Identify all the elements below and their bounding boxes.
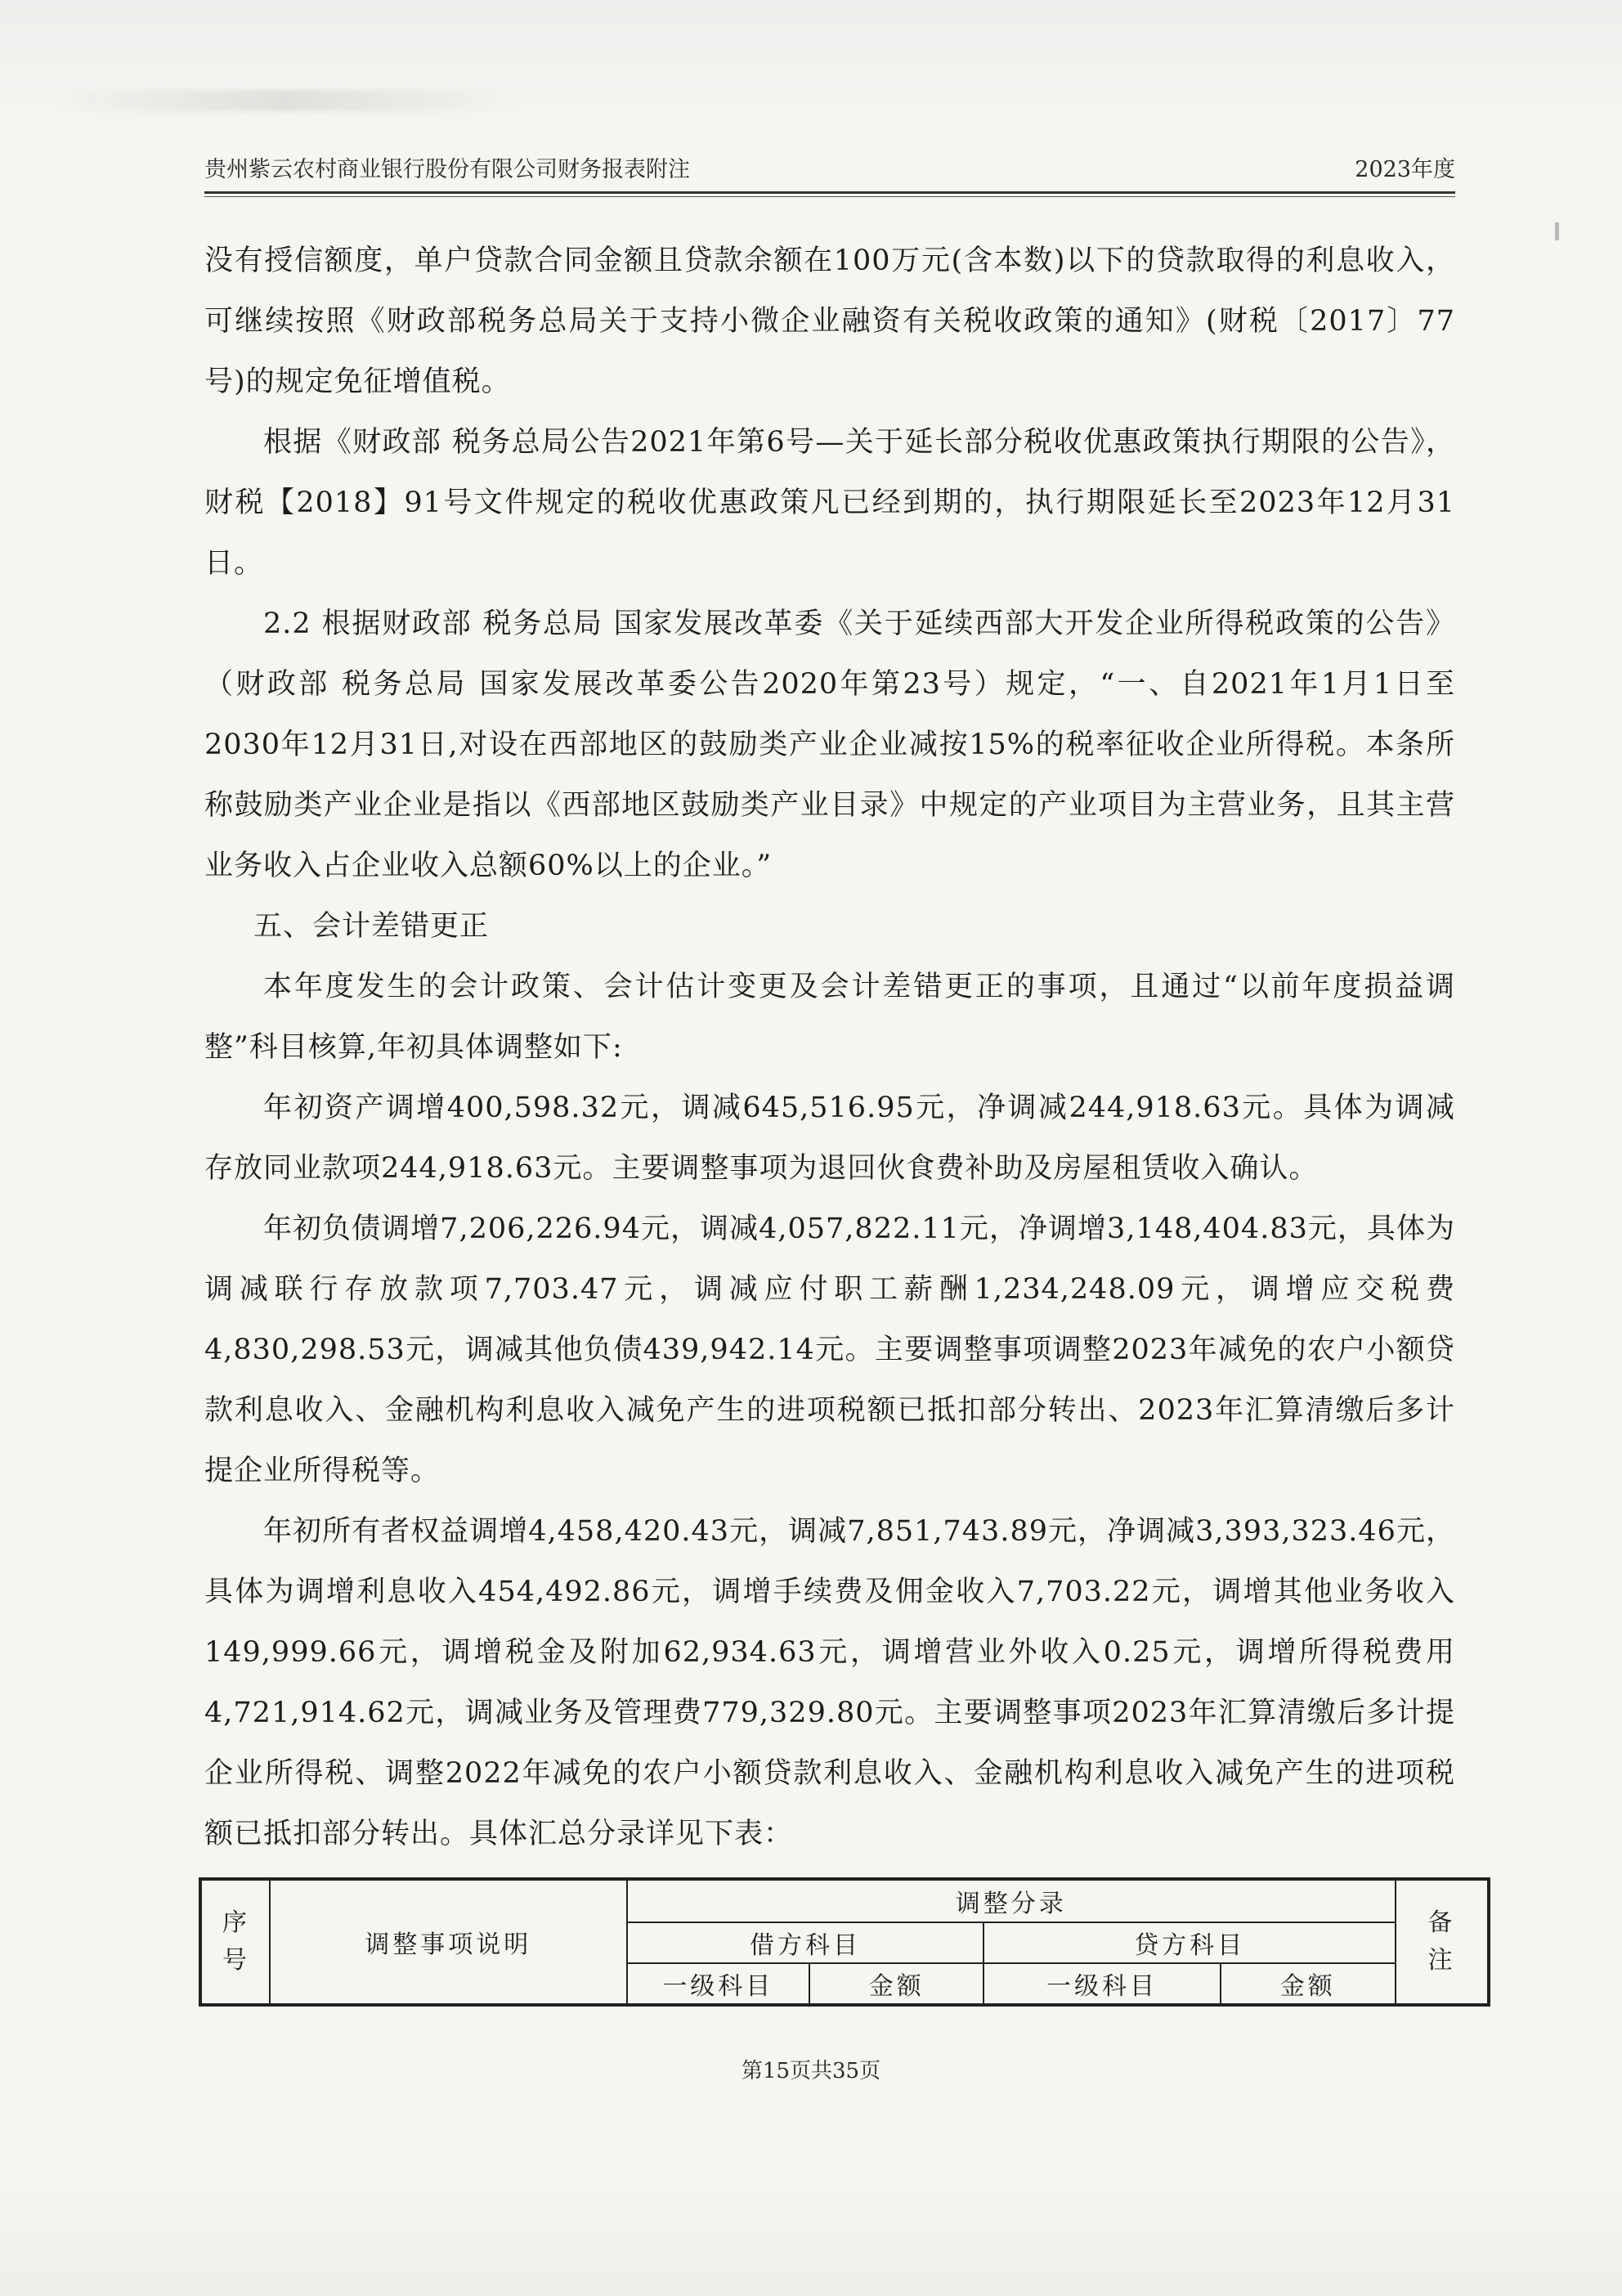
paragraph-4: 本年度发生的会计政策、会计估计变更及会计差错更正的事项，且通过“以前年度损益调整”科目核算,年初具体调整如下: <box>204 971 1455 1064</box>
scan-mark-dot <box>1555 222 1559 240</box>
table-header-debit-amount: 金额 <box>809 1963 984 2005</box>
header-rule <box>204 191 1455 194</box>
table-header-group: 调整分录 <box>627 1879 1396 1922</box>
section-title: 五、会计差错更正 <box>253 910 490 943</box>
paragraph-5: 年初资产调增400,598.32元，调减645,516.95元，净调减244,918.63元。具体为调减存放同业款项244,918.63元。主要调整事项为退回伙食费补助及房屋租赁收入确认。 <box>204 1092 1455 1185</box>
table-header-credit-amount: 金额 <box>1221 1963 1396 2005</box>
header-year: 2023年度 <box>1355 157 1455 182</box>
table-header-debit: 借方科目 <box>627 1922 984 1964</box>
header-rule-thin <box>204 196 1455 197</box>
scan-artifact <box>57 90 515 111</box>
table-header-credit: 贷方科目 <box>984 1922 1396 1964</box>
paragraph-2: 根据《财政部 税务总局公告2021年第6号—关于延长部分税收优惠政策执行期限的公告》，财税【2018】91号文件规定的税收优惠政策凡已经到期的，执行期限延长至2023年12月31日。 <box>204 426 1455 580</box>
adjustment-table <box>199 1877 1490 2007</box>
page-number: 第15页共35页 <box>741 2059 881 2083</box>
table-header-seq: 序号 <box>200 1879 270 2005</box>
page-header <box>204 155 1455 188</box>
document-body <box>204 231 1455 1864</box>
table-header-debit-account: 一级科目 <box>627 1963 809 2005</box>
paragraph-6: 年初负债调增7,206,226.94元，调减4,057,822.11元，净调增3,148,404.83元，具体为调减联行存放款项7,703.47元，调减应付职工薪酬1,234,248.09元，调增应交税费4,830,298.53元，调减其他负债439,942.14元。主要调整事项调整2023年减免的农户小额贷款利息收入、金融机构利息收入减免产生的进项税额已抵扣部分转出、2023年汇算清缴后多计提企业所得税等。 <box>204 1213 1455 1487</box>
paragraph-3: 2.2 根据财政部 税务总局 国家发展改革委《关于延续西部大开发企业所得税政策的公告》（财政部 税务总局 国家发展改革委公告2020年第23号）规定，“一、自2021年1月1日至2030年12月31日,对设在西部地区的鼓励类产业企业减按15%的税率征收企业所得税。本条所称鼓励类产业企业是指以《西部地区鼓励类产业目录》中规定的产业项目为主营业务，且其主营业务收入占企业收入总额60%以上的企业。” <box>204 608 1455 882</box>
header-company: 贵州紫云农村商业银行股份有限公司财务报表附注 <box>204 157 690 182</box>
paragraph-7: 年初所有者权益调增4,458,420.43元，调减7,851,743.89元，净调减3,393,323.46元，具体为调增利息收入454,492.86元，调增手续费及佣金收入7,703.22元，调增其他业务收入149,999.66元，调增税金及附加62,934.63元，调增营业外收入0.25元，调增所得税费用4,721,914.62元，调减业务及管理费779,329.80元。主要调整事项2023年汇算清缴后多计提企业所得税、调整2022年减免的农户小额贷款利息收入、金融机构利息收入减免产生的进项税额已抵扣部分转出。具体汇总分录详见下表： <box>204 1515 1455 1850</box>
table-header-credit-account: 一级科目 <box>984 1963 1220 2005</box>
page-footer <box>0 2054 1622 2084</box>
paragraph-1: 没有授信额度，单户贷款合同金额且贷款余额在100万元(含本数)以下的贷款取得的利息收入，可继续按照《财政部税务总局关于支持小微企业融资有关税收政策的通知》(财税〔2017〕77号)的规定免征增值税。 <box>204 244 1455 398</box>
table-header-remark: 备注 <box>1396 1879 1489 2005</box>
table-header-desc: 调整事项说明 <box>270 1879 627 2005</box>
